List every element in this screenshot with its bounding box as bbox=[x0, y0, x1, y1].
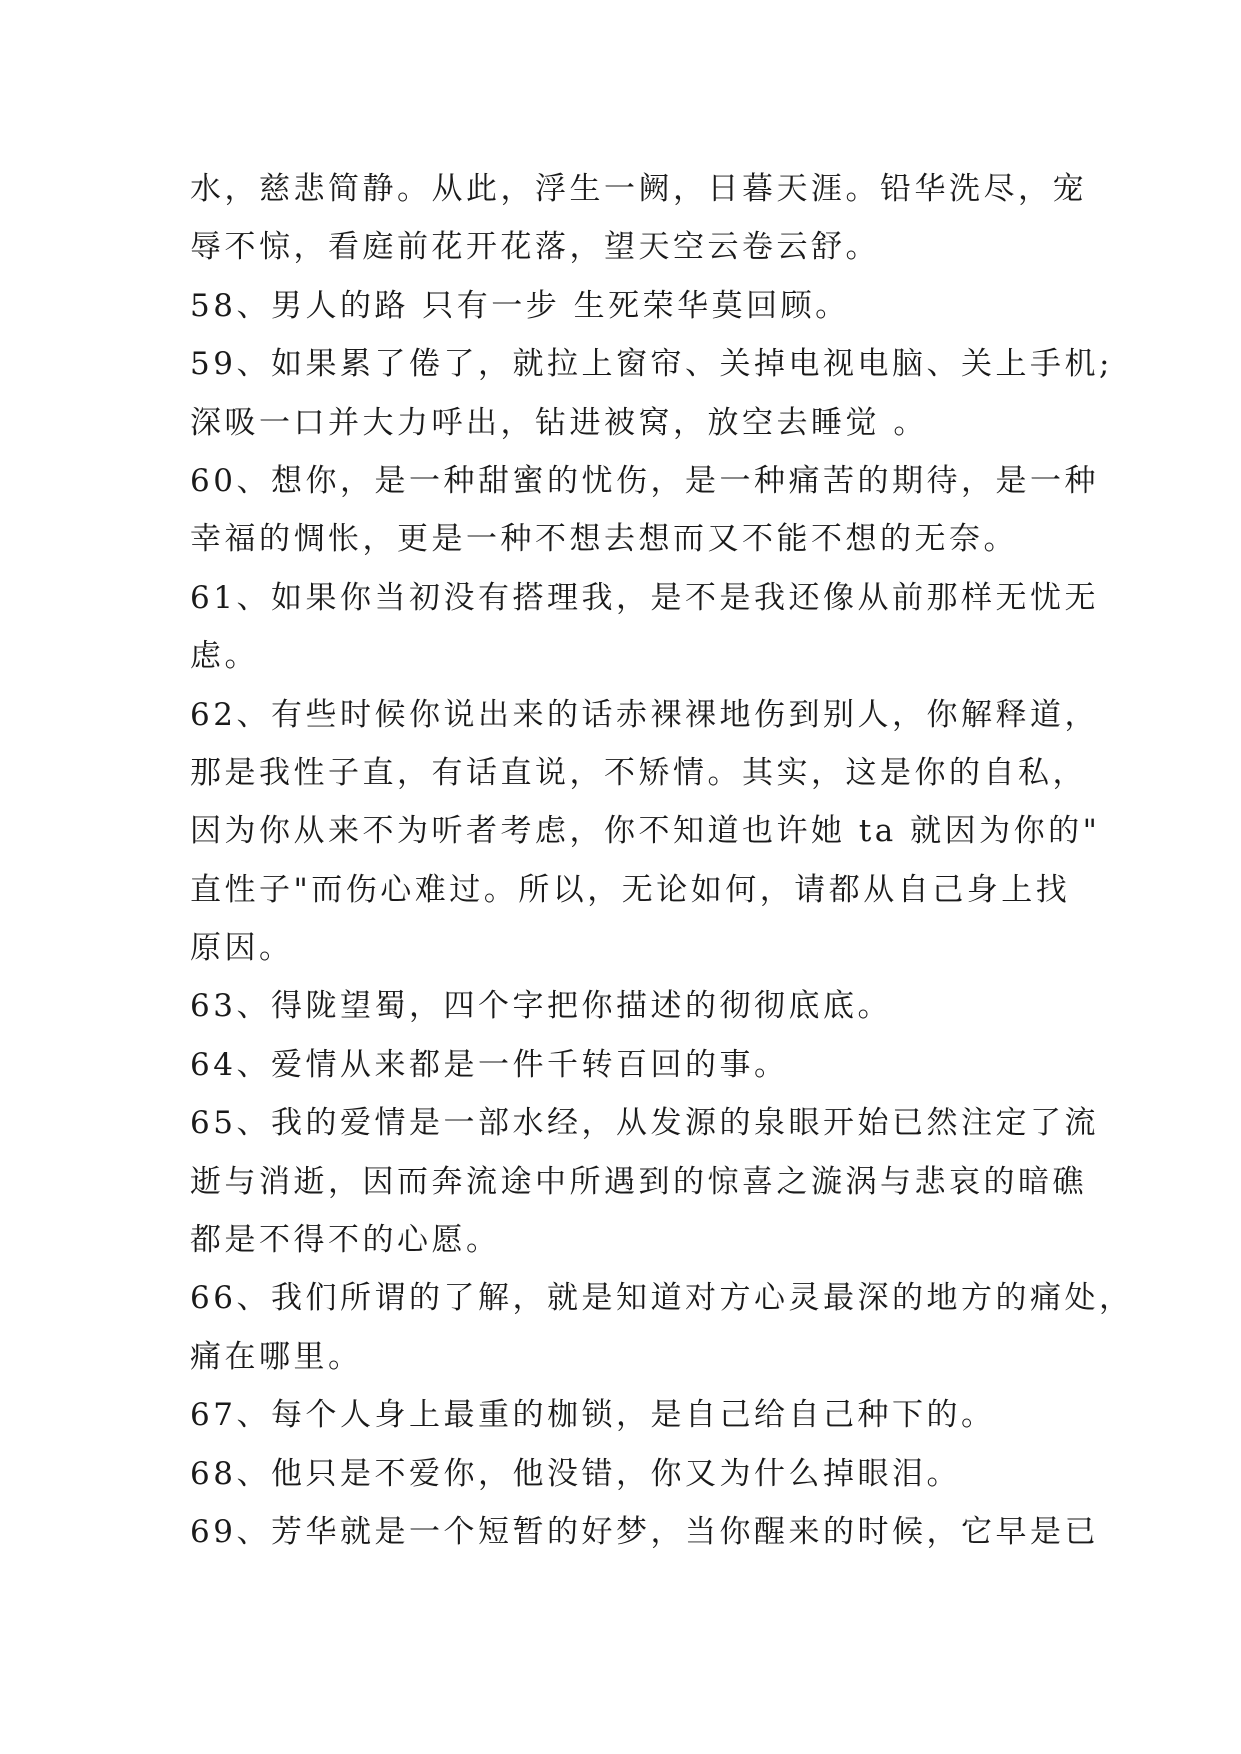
text-line: 66、我们所谓的了解，就是知道对方心灵最深的地方的痛处， bbox=[190, 1280, 1134, 1317]
text-line: 深吸一口并大力呼出，钻进被窝，放空去睡觉 。 bbox=[190, 404, 928, 441]
text-line: 幸福的惆怅，更是一种不想去想而又不能不想的无奈。 bbox=[190, 521, 1018, 558]
text-line: 65、我的爱情是一部水经，从发源的泉眼开始已然注定了流 bbox=[190, 1105, 1099, 1142]
text-line: 68、他只是不爱你，他没错，你又为什么掉眼泪。 bbox=[190, 1455, 961, 1492]
text-line: 58、男人的路 只有一步 生死荣华莫回顾。 bbox=[190, 287, 850, 324]
text-line: 虑。 bbox=[190, 638, 259, 675]
text-line: 61、如果你当初没有搭理我，是不是我还像从前那样无忧无 bbox=[190, 579, 1099, 616]
text-line: 67、每个人身上最重的枷锁，是自己给自己种下的。 bbox=[190, 1397, 996, 1434]
text-line: 62、有些时候你说出来的话赤裸裸地伤到别人，你解释道， bbox=[190, 696, 1099, 733]
text-line: 逝与消逝，因而奔流途中所遇到的惊喜之漩涡与悲哀的暗礁 bbox=[190, 1163, 1087, 1200]
text-line: 63、得陇望蜀，四个字把你描述的彻彻底底。 bbox=[190, 988, 892, 1025]
text-line: 59、如果累了倦了，就拉上窗帘、关掉电视电脑、关上手机; bbox=[190, 346, 1113, 383]
text-line: 直性子"而伤心难过。所以，无论如何，请都从自己身上找 bbox=[190, 871, 1071, 908]
text-line: 都是不得不的心愿。 bbox=[190, 1222, 501, 1259]
text-line: 因为你从来不为听者考虑，你不知道也许她 ta 就因为你的" bbox=[190, 813, 1101, 850]
text-line: 69、芳华就是一个短暂的好梦，当你醒来的时候，它早是已 bbox=[190, 1513, 1099, 1550]
text-line: 60、想你，是一种甜蜜的忧伤，是一种痛苦的期待，是一种 bbox=[190, 462, 1099, 499]
text-line: 原因。 bbox=[190, 930, 294, 967]
text-line: 那是我性子直，有话直说，不矫情。其实，这是你的自私， bbox=[190, 754, 1087, 791]
text-line: 64、爱情从来都是一件千转百回的事。 bbox=[190, 1046, 789, 1083]
text-line: 辱不惊，看庭前花开花落，望天空云卷云舒。 bbox=[190, 229, 880, 266]
text-line: 痛在哪里。 bbox=[190, 1338, 363, 1375]
text-line: 水，慈悲简静。从此，浮生一阙，日暮天涯。铅华洗尽，宠 bbox=[190, 171, 1087, 207]
document-body bbox=[190, 160, 1134, 1561]
